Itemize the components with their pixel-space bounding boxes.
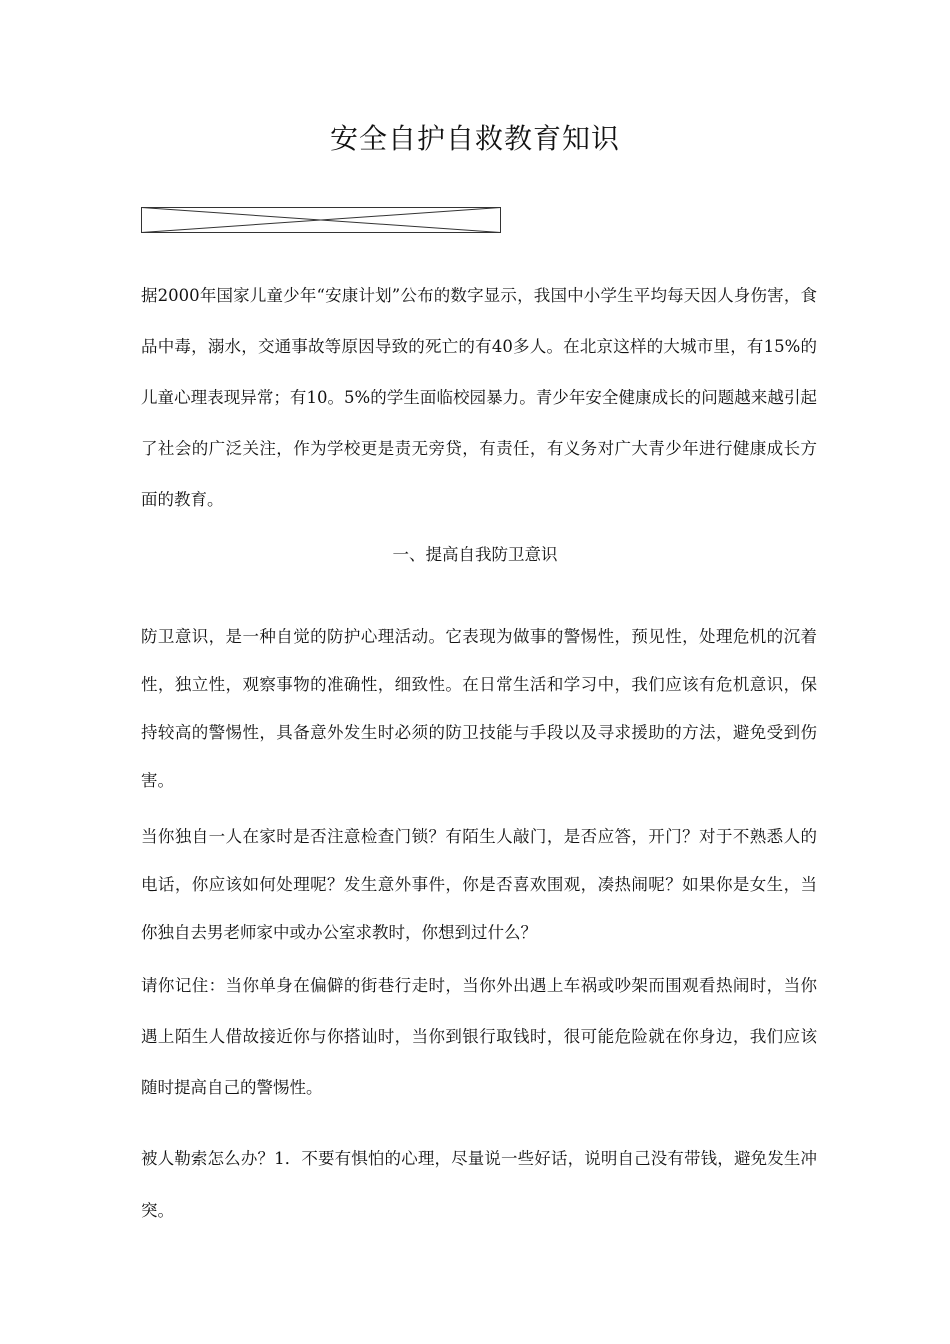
- section-heading: 一、提高自我防卫意识: [392, 545, 558, 564]
- questions-paragraph: 当你独自一人在家时是否注意检查门锁？有陌生人敲门，是否应答，开门？对于不熟悉人的电话，你应该如何处理呢？发生意外事件，你是否喜欢围观，凑热闹呢？如果你是女生，当你独自去男老师家中或办公室求教时，你想到过什么？: [141, 827, 817, 942]
- remember-paragraph: 请你记住：当你单身在偏僻的街巷行走时，当你外出遇上车祸或吵架而围观看热闹时，当你遇上陌生人借故接近你与你搭讪时，当你到银行取钱时，很可能危险就在你身边，我们应该随时提高自己的警惕性。: [141, 976, 817, 1097]
- extortion-paragraph: 被人勒索怎么办？1．不要有惧怕的心理，尽量说一些好话，说明自己没有带钱，避免发生冲突。: [141, 1149, 817, 1220]
- intro-paragraph: 据2000年国家儿童少年“安康计划”公布的数字显示，我国中小学生平均每天因人身伤害，食品中毒，溺水，交通事故等原因导致的死亡的有40多人。在北京这样的大城市里，有15%的儿童心理表现异常；有10。5%的学生面临校园暴力。青少年安全健康成长的问题越来越引起了社会的广泛关注，作为学校更是责无旁贷，有责任，有义务对广大青少年进行健康成长方面的教育。: [141, 286, 817, 509]
- page-title: 安全自护自救教育知识: [329, 122, 620, 155]
- defense-awareness-paragraph: 防卫意识，是一种自觉的防护心理活动。它表现为做事的警惕性，预见性，处理危机的沉着性，独立性，观察事物的准确性，细致性。在日常生活和学习中，我们应该有危机意识，保持较高的警惕性，具备意外发生时必须的防卫技能与手段以及寻求援助的方法，避免受到伤害。: [141, 627, 817, 790]
- image-placeholder: [141, 207, 501, 233]
